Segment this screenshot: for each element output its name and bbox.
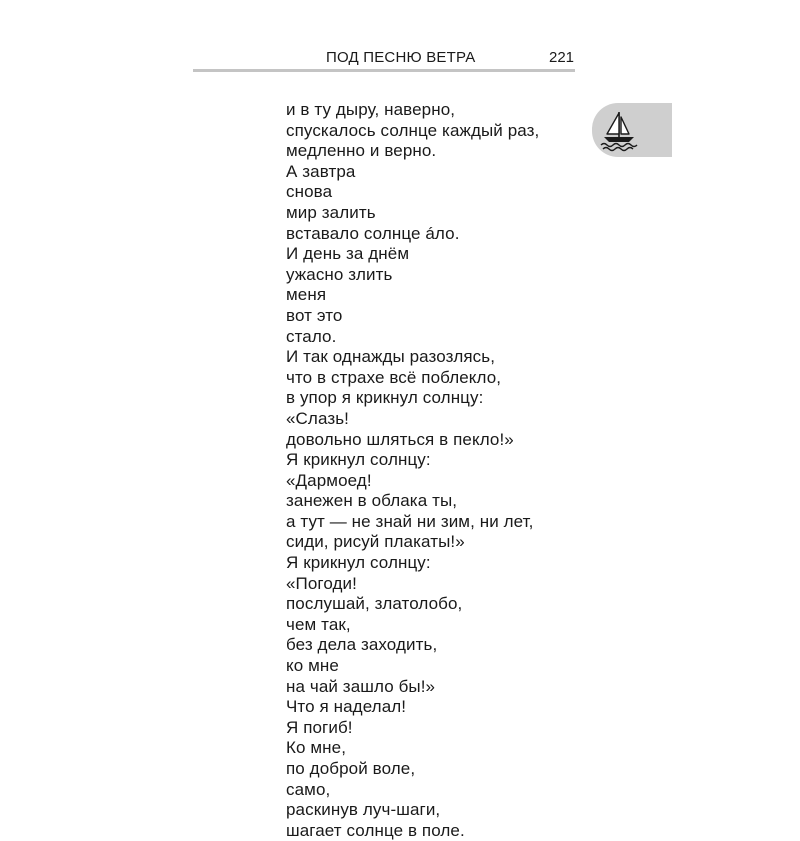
poem-line: на чай зашло бы!»	[286, 676, 436, 696]
poem-line: шагает солнце в поле.	[286, 820, 465, 840]
poem-line: чем так,	[286, 614, 351, 634]
poem-line: Что я наделал!	[286, 697, 407, 717]
sailboat-icon	[598, 107, 642, 153]
page-number: 221	[549, 49, 575, 66]
poem-line: Я крикнул солнцу:	[286, 450, 431, 470]
poem-line: само,	[286, 779, 331, 799]
poem-line: ужасно злить	[286, 264, 393, 284]
poem-line: И день за днём	[286, 244, 410, 264]
poem-line: мир залить	[286, 202, 376, 222]
poem-text	[286, 100, 586, 841]
poem-line: «Слазь!	[286, 408, 349, 428]
poem-line: спускалось солнце каждый раз,	[286, 120, 540, 140]
running-head	[0, 48, 800, 68]
poem-line: «Дармоед!	[286, 470, 372, 490]
section-thumb-tab	[592, 103, 672, 157]
poem-line: и в ту дыру, наверно,	[286, 100, 456, 119]
poem-line: Я крикнул солнцу:	[286, 553, 431, 573]
poem-line: медленно и верно.	[286, 141, 437, 161]
poem-line: вставало солнце áло.	[286, 223, 460, 243]
poem-line: послушай, златолобо,	[286, 594, 463, 614]
poem-line: «Погоди!	[286, 573, 357, 593]
poem-line: занежен в облака ты,	[286, 491, 458, 511]
poem-line: сиди, рисуй плакаты!»	[286, 532, 465, 552]
poem-line: вот это	[286, 305, 343, 325]
poem-line: Я погиб!	[286, 717, 353, 737]
poem-line: снова	[286, 182, 333, 202]
poem-line: что в страхе всё поблекло,	[286, 367, 502, 387]
running-title: ПОД ПЕСНЮ ВЕТРА	[326, 49, 476, 66]
poem-line: А завтра	[286, 161, 356, 181]
poem-line: довольно шляться в пекло!»	[286, 429, 514, 449]
poem-line: И так однажды разозлясь,	[286, 347, 496, 367]
poem-line: без дела заходить,	[286, 635, 438, 655]
poem-line: меня	[286, 285, 327, 305]
poem-line: в упор я крикнул солнцу:	[286, 388, 484, 408]
poem-line: стало.	[286, 326, 337, 346]
poem-line: ко мне	[286, 656, 339, 676]
poem-line: а тут — не знай ни зим, ни лет,	[286, 511, 534, 531]
poem-line: по доброй воле,	[286, 759, 416, 778]
header-rule	[193, 69, 575, 72]
poem-line: раскинув луч-шаги,	[286, 800, 441, 820]
poem-line: Ко мне,	[286, 738, 347, 758]
